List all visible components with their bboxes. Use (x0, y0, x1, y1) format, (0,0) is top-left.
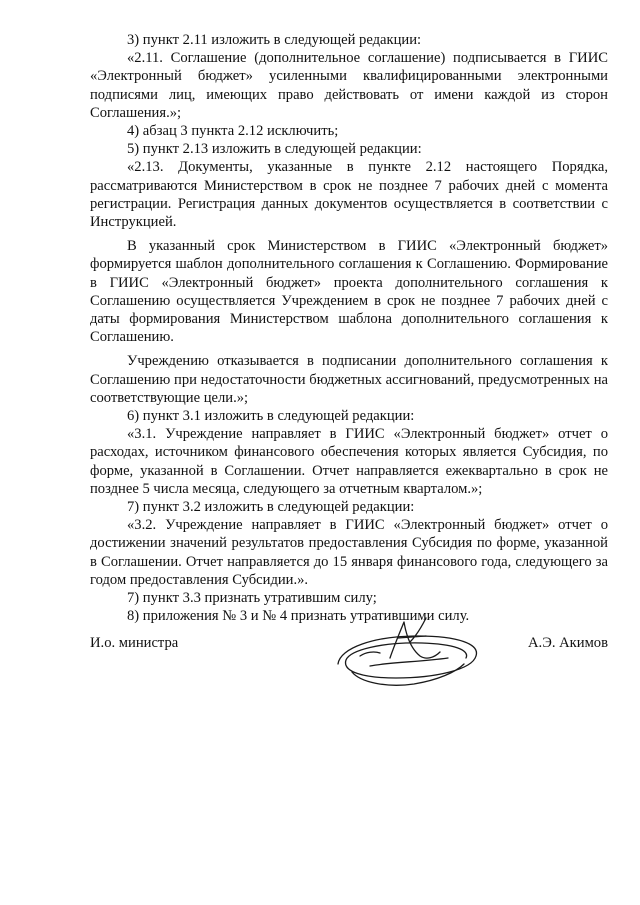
paragraph-template: В указанный срок Министерством в ГИИС «Электронный бюджет» формируется шаблон дополнительного соглашения к Соглашению. Формирование в ГИИС «Электронный бюджет» проекта дополнительного соглашения к Соглашению осуществляется Учреждением в срок не позднее 7 рабочих дней с даты формирования Министерством шаблона дополнительного соглашения к Соглашению. (90, 238, 608, 346)
paragraph-item-8: 8) приложения № 3 и № 4 признать утратившими силу. (127, 608, 470, 625)
document-body (90, 31, 608, 626)
paragraph-2-11: «2.11. Соглашение (дополнительное соглашение) подписывается в ГИИС «Электронный бюджет» усиленными квалифицированными электронными подписями лиц, имеющих право действовать от имени каждой из сторон Соглашения.»; (90, 50, 608, 121)
paragraph-3-1: «3.1. Учреждение направляет в ГИИС «Электронный бюджет» отчет о расходах, источником финансового обеспечения которых является Субсидия, по форме, указанной в Соглашении. Отчет направляется ежеквартально в срок не позднее 5 числа месяца, следующего за отчетным кварталом.»; (90, 426, 608, 497)
paragraph-refusal: Учреждению отказывается в подписании дополнительного соглашения к Соглашению при недостаточности бюджетных ассигнований, предусмотренных на соответствующие цели.»; (90, 353, 608, 406)
paragraph-item-7: 7) пункт 3.2 изложить в следующей редакции: (127, 499, 415, 516)
paragraph-3-2: «3.2. Учреждение направляет в ГИИС «Электронный бюджет» отчет о достижении значений результатов предоставления Субсидия по форме, указанной в Соглашении. Отчет направляется до 15 января финансового года, следующего за годом предоставления Субсидии.». (90, 517, 608, 588)
paragraph-item-7b: 7) пункт 3.3 признать утратившим силу; (127, 590, 377, 607)
paragraph-item-6: 6) пункт 3.1 изложить в следующей редакции: (127, 408, 415, 425)
paragraph-item-3: 3) пункт 2.11 изложить в следующей редакции: (127, 32, 422, 48)
paragraph-item-5: 5) пункт 2.13 изложить в следующей редакции: (127, 141, 422, 158)
paragraph-2-13: «2.13. Документы, указанные в пункте 2.12 настоящего Порядка, рассматриваются Министерством в срок не позднее 7 рабочих дней с момента регистрации. Регистрация данных документов осуществляется в соответствии с Инструкцией. (90, 159, 608, 231)
signatory-name: А.Э. Акимов (528, 635, 608, 651)
signatory-role: И.о. министра (90, 635, 179, 651)
handwritten-signature (330, 612, 490, 694)
signature-block (90, 634, 608, 714)
paragraph-item-4: 4) абзац 3 пункта 2.12 исключить; (127, 123, 339, 140)
